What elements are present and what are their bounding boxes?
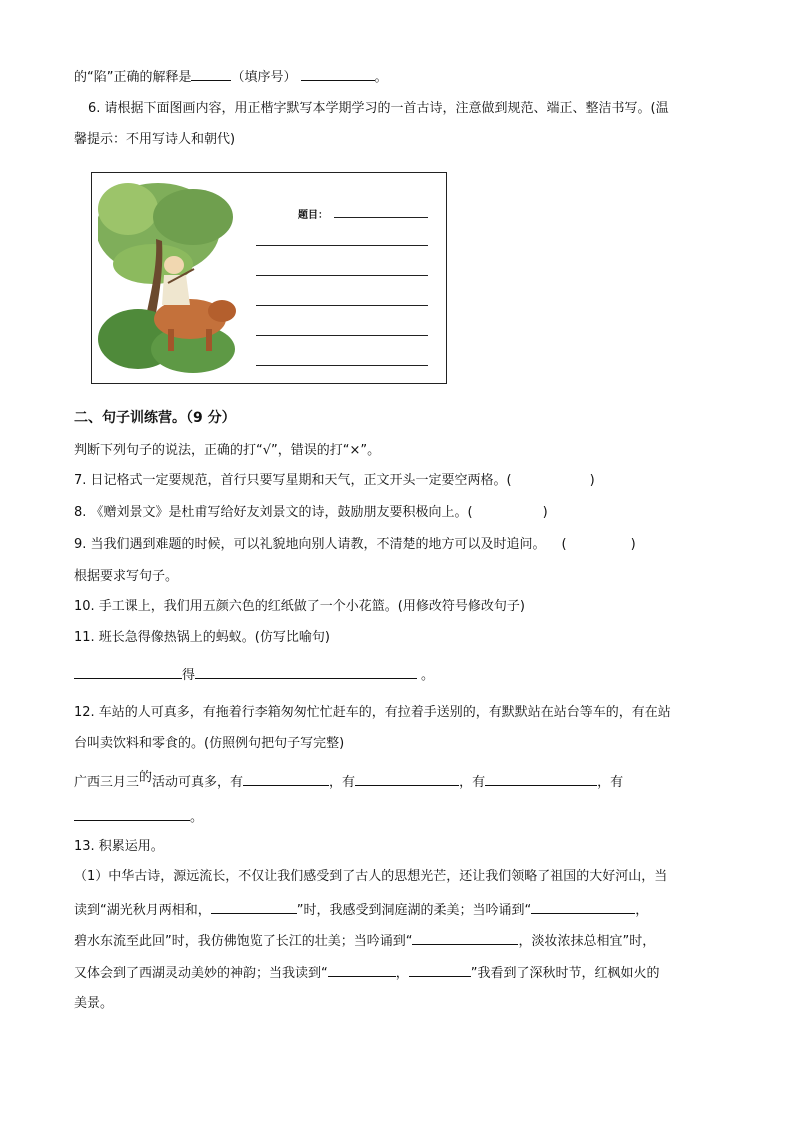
q5-mid: （填序号） [231,70,297,85]
q13-heading: 13. 积累运用。 [74,839,164,854]
q13-l4a: 又体会到了西湖灵动美妙的神韵；当我读到“ [74,966,328,981]
q12-you-1: ，有 [329,775,356,790]
q5-text: 的“陷”正确的解释是 [74,70,192,85]
q13-blank-2[interactable] [531,899,635,914]
q13-line-3 [74,930,655,952]
q11-mid: 得 [182,668,196,683]
q13-line-2 [74,899,648,921]
poem-line-5[interactable] [256,365,428,366]
q13-l4b: ， [395,966,409,981]
q12-line-1: 12. 车站的人可真多，有拖着行李箱匆匆忙忙赶车的，有拉着手送别的，有默默站在站台等车的，有在站 [74,705,671,720]
q11-blank-1[interactable] [74,664,182,679]
q11-blank-2[interactable] [195,664,417,679]
poem-line-2[interactable] [256,275,428,276]
q5-line [74,66,388,88]
q11-end: 。 [421,668,435,683]
q7-close: ) [589,473,595,488]
section2-heading: 二、句子训练营。（9 分） [74,410,236,426]
q13-line-4 [74,962,660,984]
q13-blank-4[interactable] [328,962,396,977]
q9-line [74,535,636,555]
poem-line-3[interactable] [256,305,428,306]
q13-l4c: ”我看到了深秋时节，红枫如火的 [470,966,660,981]
q12-end: 。 [190,810,204,825]
q6-line-2: 馨提示：不用写诗人和朝代) [74,132,236,147]
q7-text: 7. 日记格式一定要规范，首行只要写星期和天气，正文开头一定要空两格。( [74,473,512,488]
q9-text: 9. 当我们遇到难题的时候，可以礼貌地向别人请教，不清楚的地方可以及时追问。 [74,537,546,552]
q12-blank-1[interactable] [243,771,329,786]
q12-blank-3[interactable] [485,771,597,786]
q12-fill-a: 广西三月三 [74,775,140,790]
poem-title-blank[interactable] [334,217,428,218]
q13-l2a: 读到“湖光秋月两相和， [74,903,211,918]
q11-line: 11. 班长急得像热锅上的蚂蚁。(仿写比喻句) [74,630,330,645]
q8-text: 8. 《赠刘景文》是杜甫写给好友刘景文的诗，鼓励朋友要积极向上。( [74,505,473,520]
q9-close: ) [630,537,636,552]
q13-l2c: ， [635,903,649,918]
q13-l2b: ”时，我感受到洞庭湖的柔美；当吟诵到“ [296,903,532,918]
poem-line-1[interactable] [256,245,428,246]
q11-fill-line [74,664,434,686]
q12-blank-2[interactable] [355,771,459,786]
q12-line-2: 台叫卖饮料和零食的。(仿照例句把句子写完整) [74,736,345,751]
q12-fill-b: 活动可真多，有 [152,775,244,790]
q12-fill-line-2 [74,806,203,828]
q13-l3a: 碧水东流至此回”时，我仿佛饱览了长江的壮美；当吟诵到“ [74,934,413,949]
rewrite-instruction: 根据要求写句子。 [74,569,179,584]
q12-fill-de: 的 [139,770,153,785]
q5-blank-2[interactable] [301,66,375,81]
poem-line-4[interactable] [256,335,428,336]
q12-blank-4[interactable] [74,806,190,821]
q13-blank-3[interactable] [412,930,518,945]
q12-you-2: ，有 [459,775,486,790]
q10-line: 10. 手工课上，我们用五颜六色的红纸做了一个小花篮。(用修改符号修改句子) [74,599,525,614]
q6-line-1: 6. 请根据下面图画内容，用正楷字默写本学期学习的一首古诗，注意做到规范、端正、整洁书写。(温 [88,101,669,116]
q13-blank-1[interactable] [211,899,297,914]
q8-close: ) [542,505,548,520]
q13-l3b: ，淡妆浓抹总相宜”时， [518,934,656,949]
q9-open: ( [561,537,567,552]
q12-fill-line [74,771,623,793]
q7-line [74,471,595,491]
q13-line-1: （1）中华古诗，源远流长，不仅让我们感受到了古人的思想光芒，还让我们领略了祖国的大好河山，当 [74,869,668,884]
section2-instruction: 判断下列句子的说法，正确的打“√”，错误的打“×”。 [74,443,381,458]
poem-card [91,172,447,384]
q13-blank-5[interactable] [409,962,471,977]
q5-blank-1[interactable] [191,66,231,81]
q5-end: 。 [374,70,388,85]
q12-you-3: ，有 [597,775,624,790]
q8-line [74,503,548,523]
cowherd-boy-illustration [98,179,244,375]
poem-title-label: 题目： [298,210,328,221]
q13-line-5: 美景。 [74,996,114,1011]
